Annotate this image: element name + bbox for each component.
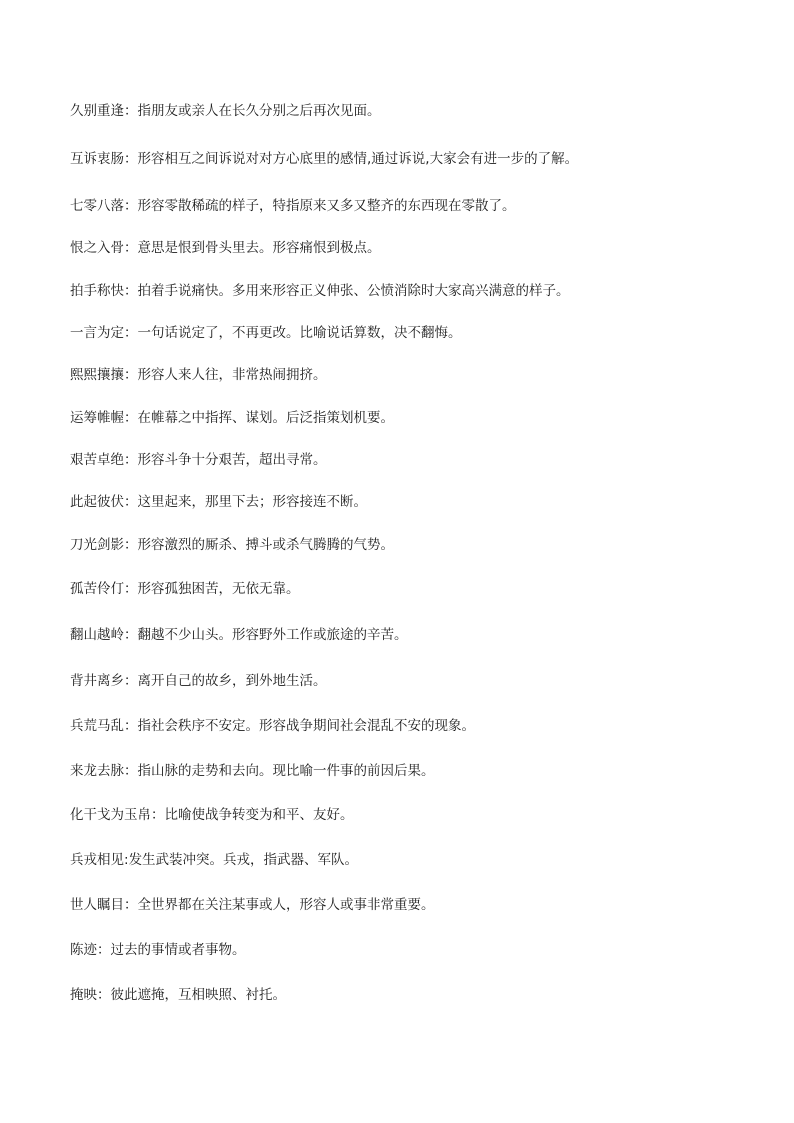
- separator: ：: [97, 987, 111, 1003]
- idiom-definition: 彼此遮掩，互相映照、衬托。: [110, 987, 286, 1003]
- idiom-term: 化干戈为玉帛: [70, 807, 151, 823]
- idiom-definition: 意思是恨到骨头里去。形容痛恨到极点。: [137, 240, 381, 256]
- idiom-definition: 形容零散稀疏的样子，特指原来又多又整齐的东西现在零散了。: [137, 198, 516, 214]
- idiom-definition: 发生武装冲突。兵戎，指武器、军队。: [128, 852, 359, 868]
- idiom-term: 兵戎相见: [70, 852, 124, 868]
- idiom-term: 七零八落: [70, 198, 124, 214]
- idiom-entry-20: [70, 941, 760, 959]
- idiom-term: 背井离乡: [70, 673, 124, 689]
- idiom-entry-19: [70, 896, 760, 914]
- separator: ：: [124, 627, 138, 643]
- idiom-entry-16: [70, 762, 760, 780]
- idiom-entry-8: [70, 409, 760, 427]
- idiom-definition: 指山脉的走势和去向。现比喻一件事的前因后果。: [137, 763, 435, 779]
- separator: ：: [124, 673, 138, 689]
- separator: ：: [124, 198, 138, 214]
- separator: ：: [124, 240, 138, 256]
- idiom-term: 世人瞩目: [70, 897, 124, 913]
- separator: ：: [124, 410, 138, 426]
- idiom-term: 孤苦伶仃: [70, 581, 124, 597]
- separator: ：: [124, 581, 138, 597]
- idiom-definition: 形容人来人往，非常热闹拥挤。: [137, 367, 327, 383]
- idiom-entry-6: [70, 324, 760, 342]
- idiom-entry-17: [70, 806, 760, 824]
- idiom-definition: 指朋友或亲人在长久分别之后再次见面。: [137, 103, 381, 119]
- idiom-entry-1: [70, 102, 760, 120]
- idiom-definition: 形容孤独困苦，无依无靠。: [137, 581, 300, 597]
- idiom-entry-15: [70, 717, 760, 735]
- idiom-term: 陈迹: [70, 942, 97, 958]
- separator: ：: [124, 151, 138, 167]
- idiom-entry-2: [70, 150, 760, 168]
- separator: ：: [151, 807, 165, 823]
- idiom-definition: 比喻使战争转变为和平、友好。: [164, 807, 354, 823]
- idiom-definition: 指社会秩序不安定。形容战争期间社会混乱不安的现象。: [137, 718, 475, 734]
- separator: ：: [124, 283, 138, 299]
- idiom-entry-13: [70, 626, 760, 644]
- idiom-term: 久别重逢: [70, 103, 124, 119]
- idiom-entry-4: [70, 239, 760, 257]
- idiom-definition: 一句话说定了，不再更改。比喻说话算数，决不翻悔。: [137, 325, 462, 341]
- idiom-term: 来龙去脉: [70, 763, 124, 779]
- idiom-term: 熙熙攘攘: [70, 367, 124, 383]
- idiom-entry-14: [70, 672, 760, 690]
- idiom-term: 一言为定: [70, 325, 124, 341]
- separator: ：: [124, 452, 138, 468]
- idiom-definition: 在帷幕之中指挥、谋划。后泛指策划机要。: [137, 410, 394, 426]
- idiom-definition: 形容激烈的厮杀、搏斗或杀气腾腾的气势。: [137, 537, 394, 553]
- idiom-definition: 拍着手说痛快。多用来形容正义伸张、公愤消除时大家高兴满意的样子。: [137, 283, 570, 299]
- idiom-entry-7: [70, 366, 760, 384]
- separator: ：: [124, 103, 138, 119]
- separator: ：: [124, 367, 138, 383]
- separator: ：: [124, 763, 138, 779]
- idiom-entry-9: [70, 451, 760, 469]
- idiom-term: 互诉衷肠: [70, 151, 124, 167]
- idiom-definition: 全世界都在关注某事或人，形容人或事非常重要。: [137, 897, 435, 913]
- separator: :: [124, 852, 129, 868]
- idiom-term: 翻山越岭: [70, 627, 124, 643]
- idiom-entry-21: [70, 986, 760, 1004]
- idiom-definition: 形容相互之间诉说对对方心底里的感情,通过诉说,大家会有进一步的了解。: [137, 151, 579, 167]
- separator: ：: [124, 494, 138, 510]
- separator: ：: [124, 718, 138, 734]
- separator: ：: [124, 325, 138, 341]
- idiom-term: 艰苦卓绝: [70, 452, 124, 468]
- idiom-term: 掩映: [70, 987, 97, 1003]
- separator: ：: [124, 537, 138, 553]
- idiom-term: 拍手称快: [70, 283, 124, 299]
- idiom-entry-11: [70, 536, 760, 554]
- idiom-definition: 过去的事情或者事物。: [110, 942, 246, 958]
- idiom-entry-10: [70, 493, 760, 511]
- idiom-entry-12: [70, 580, 760, 598]
- idiom-term: 刀光剑影: [70, 537, 124, 553]
- idiom-definition: 离开自己的故乡，到外地生活。: [137, 673, 327, 689]
- idiom-term: 恨之入骨: [70, 240, 124, 256]
- idiom-term: 运筹帷幄: [70, 410, 124, 426]
- idiom-definition: 形容斗争十分艰苦，超出寻常。: [137, 452, 327, 468]
- idiom-term: 此起彼伏: [70, 494, 124, 510]
- idiom-definition: 翻越不少山头。形容野外工作或旅途的辛苦。: [137, 627, 408, 643]
- idiom-entry-18: [70, 851, 760, 869]
- idiom-entry-3: [70, 197, 760, 215]
- idiom-definition: 这里起来，那里下去；形容接连不断。: [137, 494, 367, 510]
- idiom-term: 兵荒马乱: [70, 718, 124, 734]
- separator: ：: [124, 897, 138, 913]
- separator: ：: [97, 942, 111, 958]
- idiom-entry-5: [70, 282, 760, 300]
